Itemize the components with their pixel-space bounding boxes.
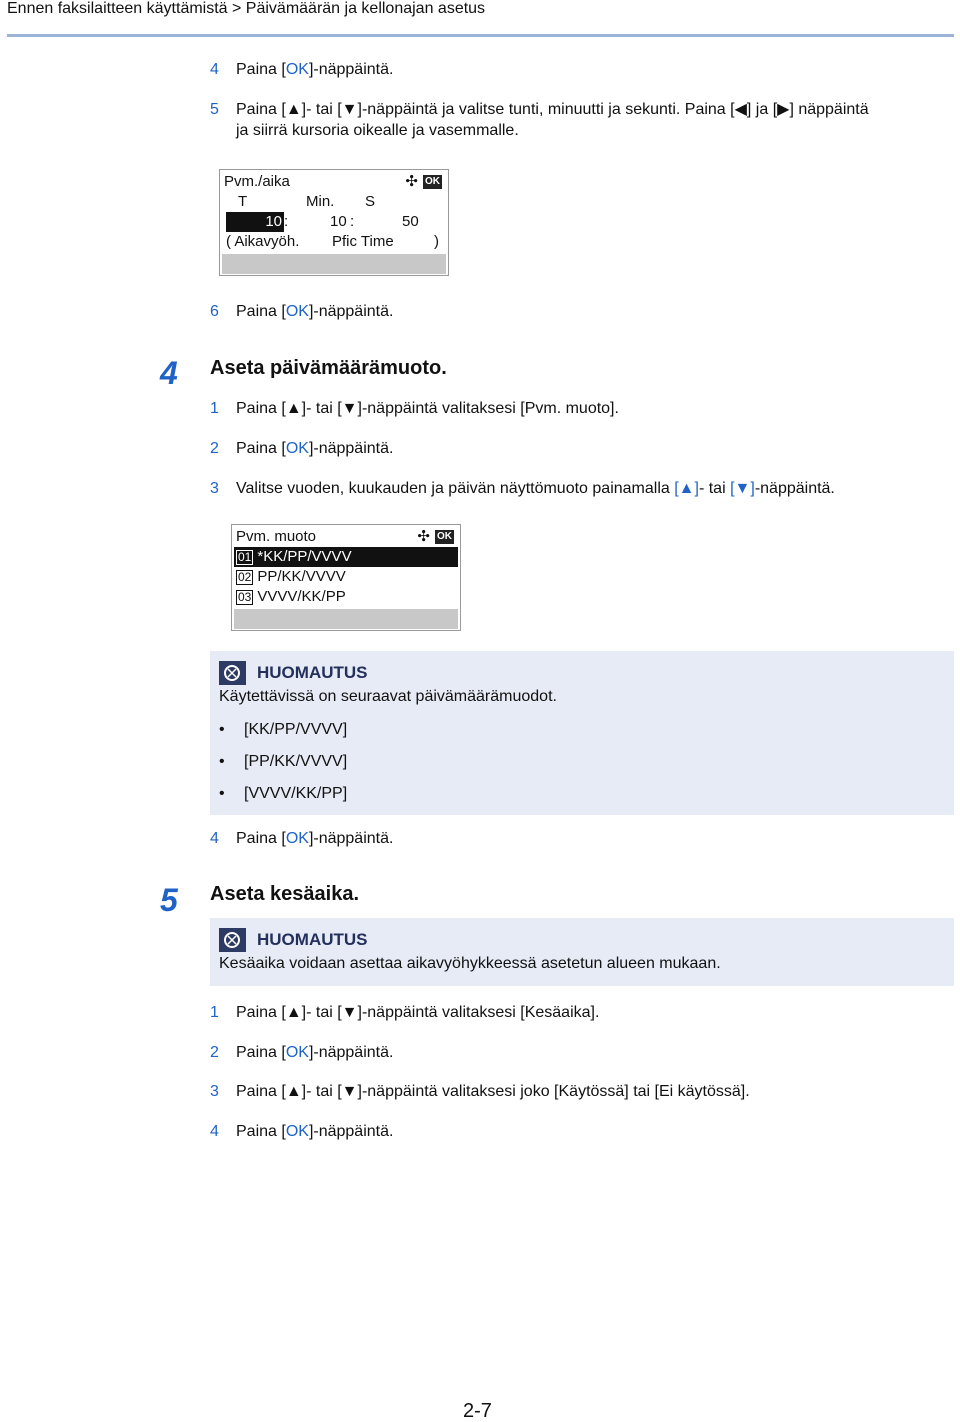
note-bullet: • [KK/PP/VVVV] (219, 721, 348, 738)
note-bullet: • [PP/KK/VVVV] (219, 753, 348, 770)
s5-step-4: 4 Paina [OK]-näppäintä. (210, 1123, 394, 1140)
lcd-title: Pvm. muoto (236, 528, 317, 545)
option-number: 03 (238, 589, 252, 604)
lcd-title-row (224, 172, 444, 192)
ok-key-label: OK (285, 303, 309, 320)
lcd-title: Pvm./aika (224, 173, 290, 190)
lcd-time-values-row: 10 : 10 : 50 (224, 212, 444, 232)
format-option: 02 PP/KK/VVVV (238, 568, 346, 585)
lcd-title-row (236, 527, 456, 547)
page-number: 2-7 (463, 1400, 492, 1422)
step-number: 4 (210, 61, 219, 78)
ok-icon: OK (437, 531, 452, 542)
second-field: 50 (402, 213, 419, 230)
note-icon (219, 661, 246, 685)
section-number-5: 5 (160, 882, 178, 918)
hour-field: 10 (226, 212, 284, 232)
ok-key-label: OK (285, 830, 309, 847)
s5-step-2: 2 Paina [OK]-näppäintä. (210, 1044, 394, 1061)
note-icon-graphic (219, 661, 246, 685)
nav-cross-icon: ✣ (405, 173, 418, 190)
nav-cross-icon: ✣ (417, 528, 430, 545)
note-box-dst (210, 918, 954, 986)
timezone-value: Pfic Time (332, 233, 394, 250)
s4-step-2: 2 Paina [OK]-näppäintä. (210, 440, 394, 457)
step-number: 5 (210, 101, 219, 118)
format-option-selected: 01 *KK/PP/VVVV (234, 547, 458, 567)
ok-key-label: OK (285, 61, 309, 78)
minute-field: 10 (330, 213, 347, 230)
lcd-time-screen (219, 169, 449, 276)
down-key-label: [▼] (730, 480, 755, 497)
note-icon-graphic (219, 928, 246, 952)
step-6-press-ok: 6 Paina [OK]-näppäintä. (210, 303, 394, 320)
s5-step-1: 1 Paina [▲]- tai [▼]-näppäintä valitaksesi [Kesäaika]. (210, 1004, 600, 1021)
ok-icon: OK (425, 176, 440, 187)
step-4-press-ok: 4 Paina [OK]-näppäintä. (210, 61, 394, 78)
section-heading-dst: Aseta kesäaika. (210, 883, 360, 905)
step-5-line2: ja siirrä kursoria oikealle ja vasemmalle. (236, 122, 519, 139)
s4-step-4: 4 Paina [OK]-näppäintä. (210, 830, 394, 847)
step-number: 6 (210, 303, 219, 320)
lcd-timezone-row: ( Aikavyöh. Pfic Time ) (226, 233, 439, 250)
note-text: Käytettävissä on seuraavat päivämäärämuodot. (219, 688, 557, 705)
lcd-columns-row: T Min. S (238, 193, 376, 210)
option-number: 02 (238, 569, 252, 584)
ok-key-label: OK (285, 1044, 309, 1061)
page-header (7, 0, 954, 37)
breadcrumb: Ennen faksilaitteen käyttämistä > Päivämäärän ja kellonajan asetus (7, 0, 486, 17)
s5-step-3: 3 Paina [▲]- tai [▼]-näppäintä valitaksesi joko [Käytössä] tai [Ei käytössä]. (210, 1083, 750, 1100)
note-text: Kesäaika voidaan asettaa aikavyöhykkeessä asetetun alueen mukaan. (219, 955, 721, 972)
note-box-date-formats (210, 651, 954, 815)
note-title: HUOMAUTUS (257, 663, 368, 682)
option-number: 01 (238, 549, 252, 564)
lcd-date-format-screen (231, 524, 461, 631)
lcd-softkey-bar (222, 254, 446, 274)
ok-key-label: OK (285, 1123, 309, 1140)
ok-key-label: OK (285, 440, 309, 457)
s4-step-3: 3 Valitse vuoden, kuukauden ja päivän näyttömuoto painamalla [▲]- tai [▼]-näppäintä. (210, 480, 835, 497)
format-option: 03 VVVV/KK/PP (238, 588, 346, 605)
note-title: HUOMAUTUS (257, 930, 368, 949)
note-bullet: • [VVVV/KK/PP] (219, 785, 348, 802)
step-5-select-time: 5 Paina [▲]- tai [▼]-näppäintä ja valitse tunti, minuutti ja sekunti. Paina [◀] ja [▶] näppäintä (210, 101, 869, 118)
lcd-softkey-bar (234, 609, 458, 629)
up-key-label: [▲] (674, 480, 699, 497)
s4-step-1: 1 Paina [▲]- tai [▼]-näppäintä valitaksesi [Pvm. muoto]. (210, 400, 619, 417)
note-icon (219, 928, 246, 952)
section-heading-date-format: Aseta päivämäärämuoto. (210, 357, 447, 379)
section-number-4: 4 (160, 355, 178, 391)
